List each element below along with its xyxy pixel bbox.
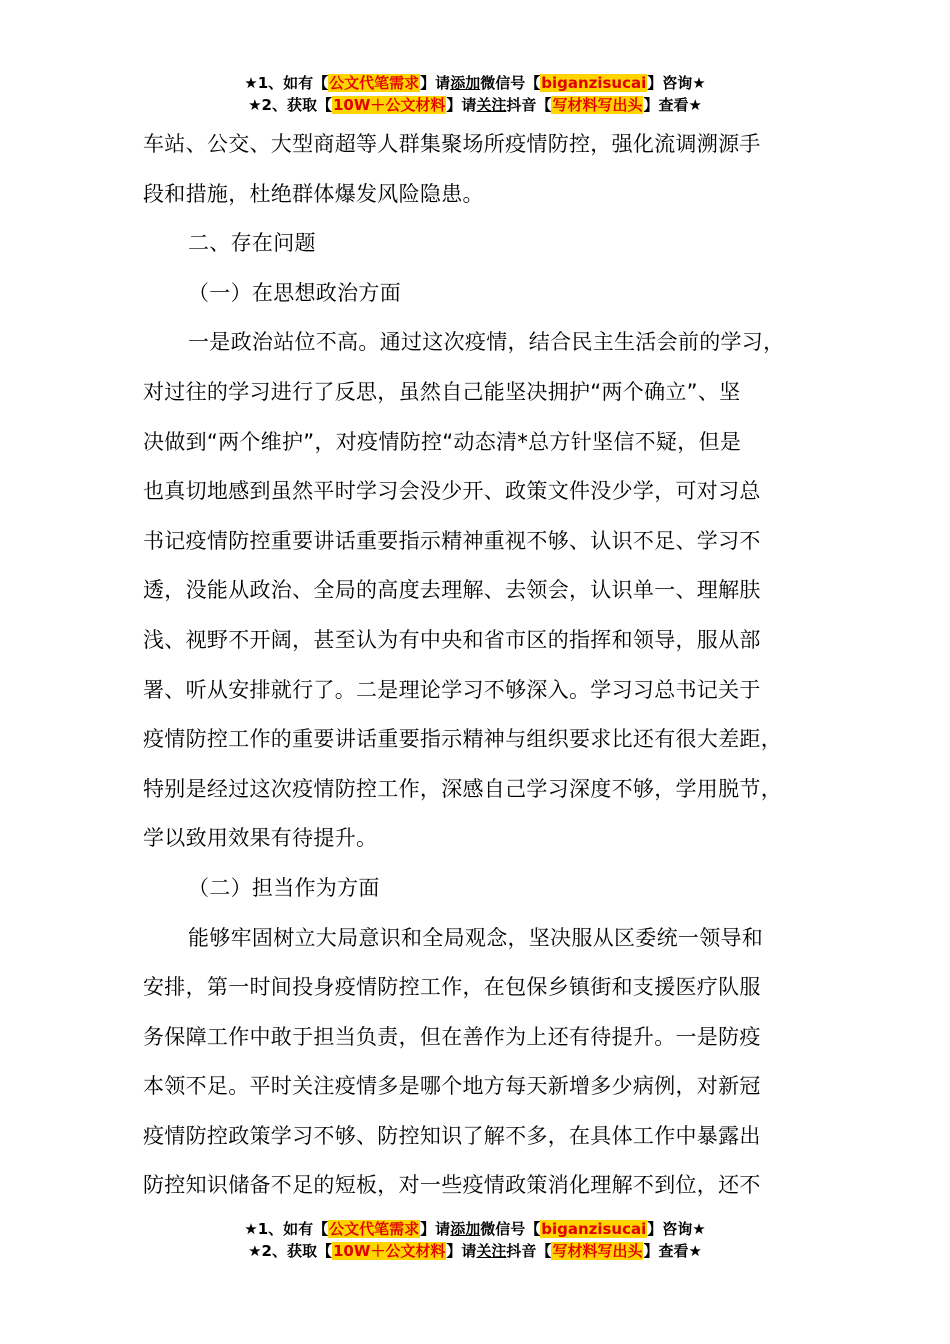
star-icon: ★: [244, 1220, 258, 1238]
banner-text: 】请: [446, 1242, 477, 1260]
douyin-account: 写材料写出头: [552, 96, 643, 114]
banner-text: 2、获取【: [261, 96, 332, 114]
paragraph-responsibility: [143, 914, 833, 1212]
banner-text: 抖音【: [506, 1242, 552, 1260]
banner-text: 1、如有【: [257, 74, 329, 92]
footer-banner: [0, 1218, 950, 1262]
text-line: 本领不足。平时关注疫情多是哪个地方每天新增多少病例，对新冠: [143, 1074, 761, 1099]
paragraph-intro: [143, 120, 833, 219]
header-banner: [0, 72, 950, 116]
banner-text: 】查看★: [643, 96, 702, 114]
highlight-service: 公文代笔需求: [329, 74, 420, 92]
text-line: 也真切地感到虽然平时学习会没少开、政策文件没少学，可对习总: [143, 479, 761, 504]
text-line: 务保障工作中敢于担当负责，但在善作为上还有待提升。一是防疫: [143, 1024, 761, 1049]
text-line: 学以致用效果有待提升。: [143, 826, 378, 851]
subsection-heading-political: （一）在思想政治方面: [188, 280, 401, 305]
banner-text: 】咨询★: [647, 74, 706, 92]
document-body: [143, 120, 833, 1211]
banner-text: 微信号【: [480, 1220, 541, 1238]
star-icon: ★: [248, 1242, 262, 1260]
star-icon: ★: [248, 96, 262, 114]
banner-line-2: [0, 1240, 950, 1262]
text-line: 特别是经过这次疫情防控工作，深感自己学习深度不够，学用脱节，: [143, 776, 782, 801]
banner-text: 2、获取【: [261, 1242, 332, 1260]
douyin-account: 写材料写出头: [552, 1242, 643, 1260]
banner-line-1: [0, 1218, 950, 1240]
banner-text: 】请: [446, 96, 477, 114]
section-heading-issues: 二、存在问题: [188, 231, 316, 256]
text-line: 能够牢固树立大局意识和全局观念，坚决服从区委统一领导和: [188, 925, 764, 950]
banner-text: 】请: [420, 1220, 451, 1238]
banner-emphasis: 关注: [476, 96, 507, 114]
banner-emphasis: 添加: [450, 74, 481, 92]
paragraph-political: [143, 318, 833, 864]
banner-emphasis: 添加: [450, 1220, 481, 1238]
banner-text: 】查看★: [643, 1242, 702, 1260]
text-line: 防控知识储备不足的短板，对一些疫情政策消化理解不到位，还不: [143, 1173, 761, 1198]
text-line: 段和措施，杜绝群体爆发风险隐患。: [143, 181, 484, 206]
text-line: 决做到“两个维护”，对疫情防控“动态清*总方针坚信不疑，但是: [143, 429, 742, 454]
wechat-id: biganzisucai: [541, 74, 647, 92]
banner-text: 抖音【: [506, 96, 552, 114]
text-line: 署、听从安排就行了。二是理论学习不够深入。学习习总书记关于: [143, 677, 761, 702]
star-icon: ★: [244, 74, 258, 92]
wechat-id: biganzisucai: [541, 1220, 647, 1238]
text-line: 一是政治站位不高。通过这次疫情，结合民主生活会前的学习，: [188, 330, 785, 355]
text-line: 浅、视野不开阔，甚至认为有中央和省市区的指挥和领导，服从部: [143, 627, 761, 652]
highlight-materials: 10W＋公文材料: [332, 1242, 446, 1260]
banner-text: 】请: [420, 74, 451, 92]
banner-line-1: [0, 72, 950, 94]
banner-text: 微信号【: [480, 74, 541, 92]
banner-text: 】咨询★: [647, 1220, 706, 1238]
text-line: 疫情防控政策学习不够、防控知识了解不多，在具体工作中暴露出: [143, 1123, 761, 1148]
highlight-materials: 10W＋公文材料: [332, 96, 446, 114]
highlight-service: 公文代笔需求: [329, 1220, 420, 1238]
text-line: 书记疫情防控重要讲话重要指示精神重视不够、认识不足、学习不: [143, 528, 761, 553]
banner-text: 1、如有【: [257, 1220, 329, 1238]
text-line: 疫情防控工作的重要讲话重要指示精神与组织要求比还有很大差距，: [143, 727, 782, 752]
text-line: 安排，第一时间投身疫情防控工作，在包保乡镇街和支援医疗队服: [143, 975, 761, 1000]
text-line: 对过往的学习进行了反思，虽然自己能坚决拥护“两个确立”、坚: [143, 379, 741, 404]
subsection-heading-responsibility: （二）担当作为方面: [188, 875, 380, 900]
text-line: 车站、公交、大型商超等人群集聚场所疫情防控，强化流调溯源手: [143, 132, 761, 156]
text-line: 透，没能从政治、全局的高度去理解、去领会，认识单一、理解肤: [143, 578, 761, 603]
banner-line-2: [0, 94, 950, 116]
banner-emphasis: 关注: [476, 1242, 507, 1260]
